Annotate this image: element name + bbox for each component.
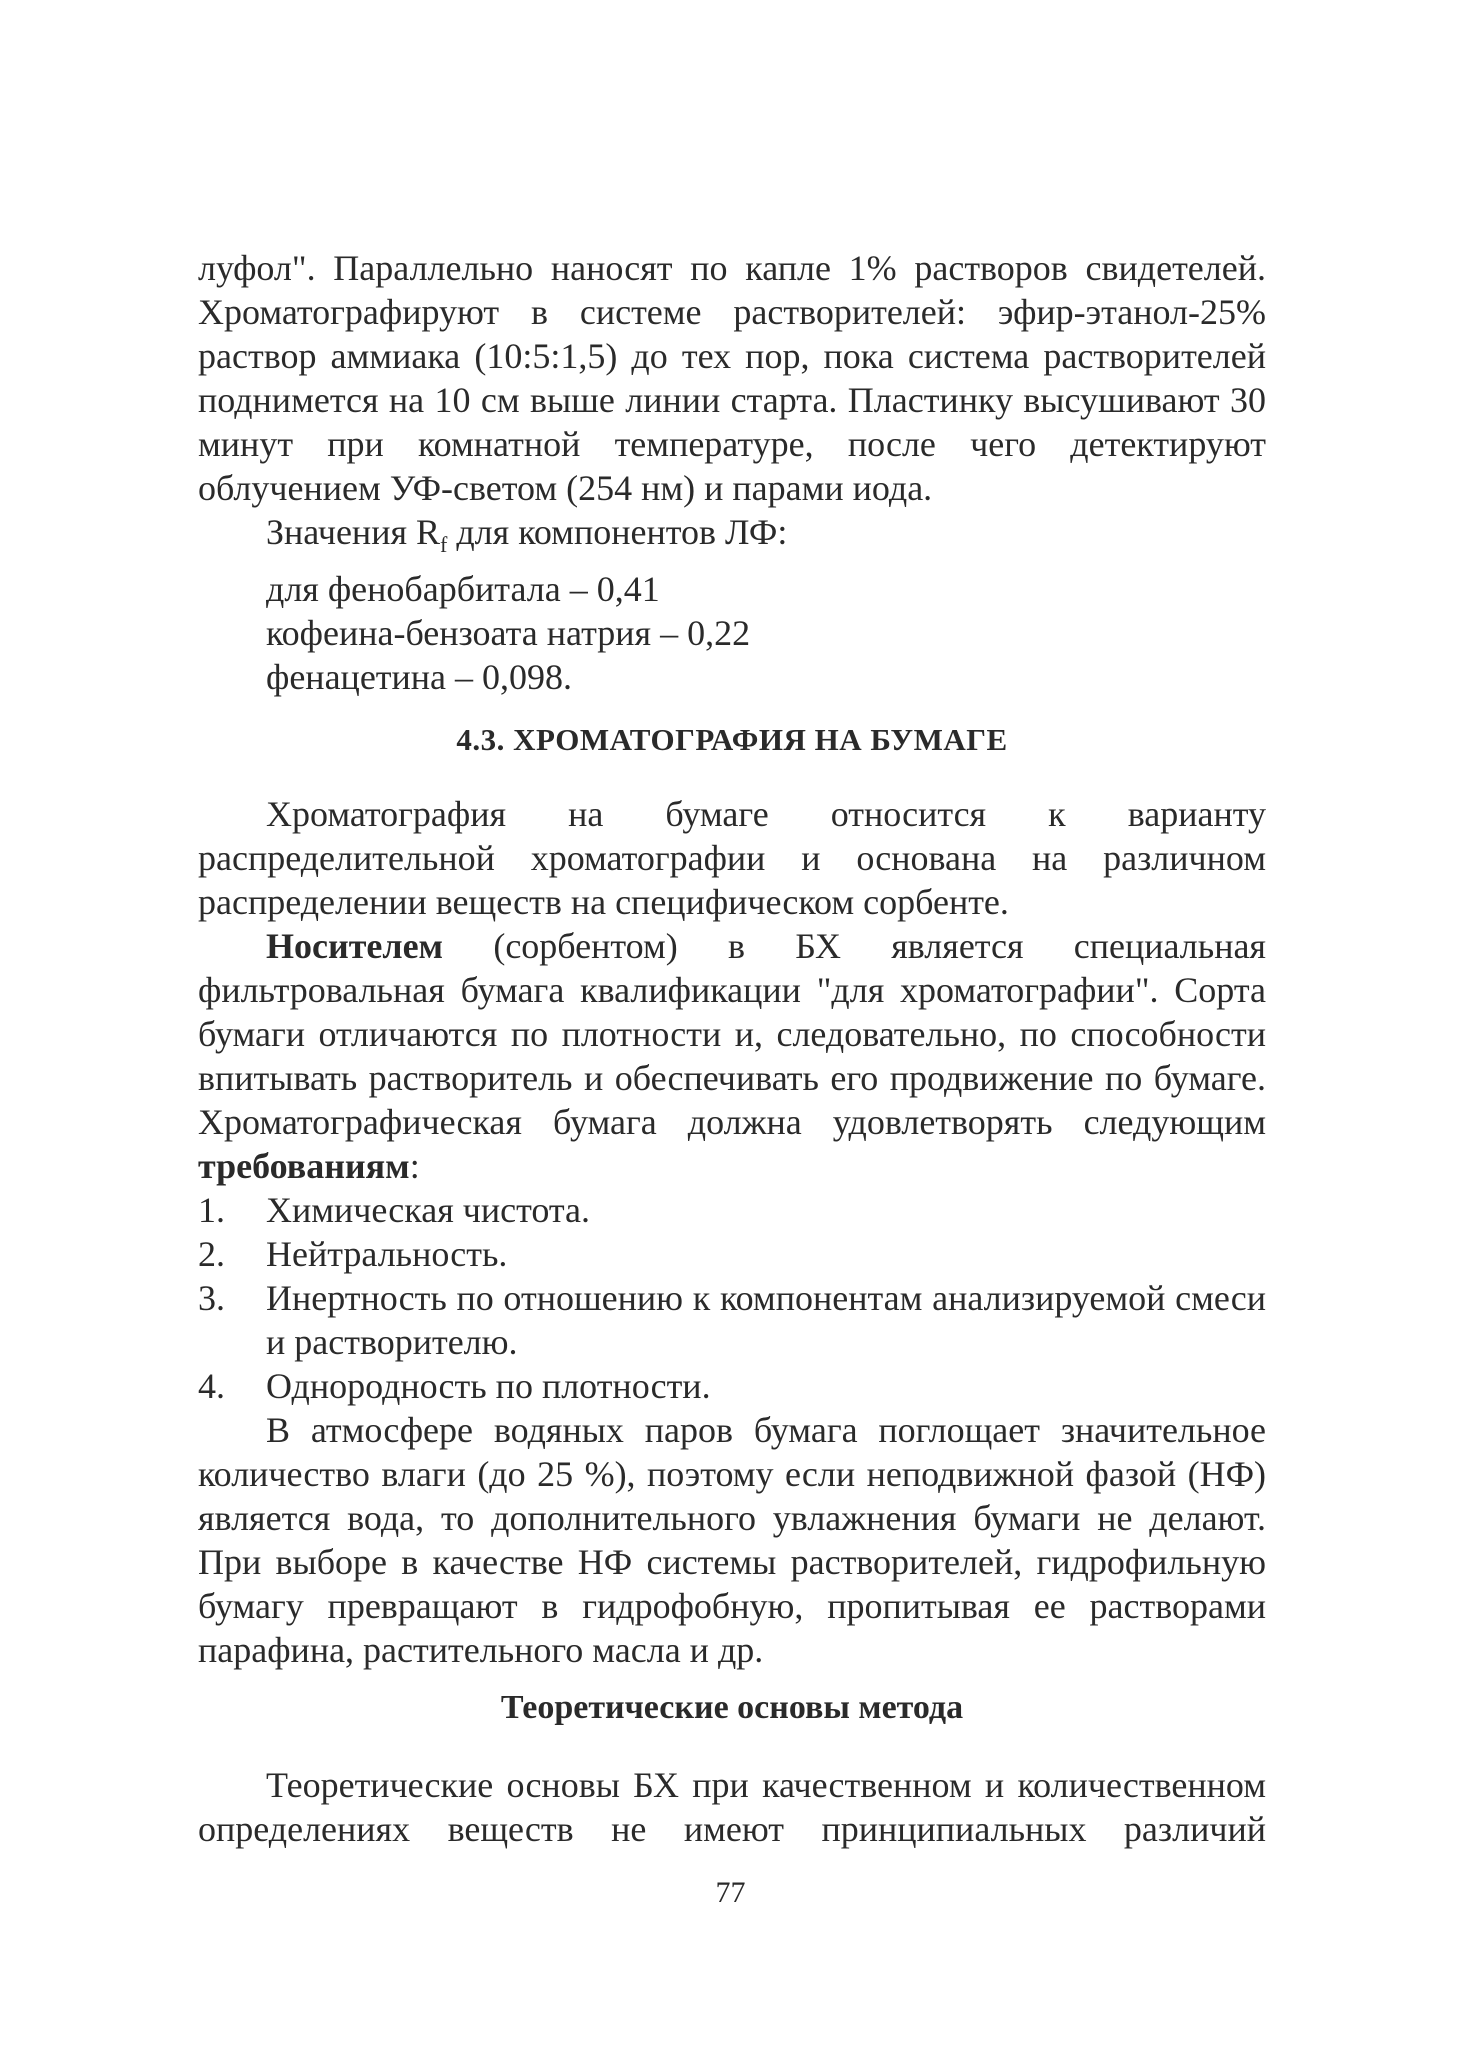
rf-item-caffeine: кофеина-бензоата натрия – 0,22 bbox=[266, 613, 751, 654]
section-heading-block bbox=[198, 718, 1266, 762]
list-item-text: Однородность по плотности. bbox=[266, 1366, 711, 1406]
section-paragraph-2 bbox=[198, 924, 1266, 1188]
subsection-paragraph-1: Теоретические основы БХ при качественном и количественном определениях веществ не имеют принципиальных различий bbox=[198, 1765, 1266, 1849]
list-item-number: 1. bbox=[198, 1190, 225, 1230]
list-item bbox=[198, 1188, 1266, 1232]
rf-intro-prefix: Значения R bbox=[266, 512, 441, 552]
list-item-text: Инертность по отношению к компонентам анализируемой смеси и растворителю. bbox=[266, 1278, 1266, 1362]
requirements-list bbox=[198, 1188, 1266, 1408]
section-paragraph-3: В атмосфере водяных паров бумага поглощает значительное количество влаги (до 25 %), поэтому если неподвижной фазой (НФ) является вода, то дополнительного увлажнения бумаги не делают. При выборе в качестве НФ системы растворителей, гидрофильную бумагу превращают в гидрофобную, пропитывая ее растворами парафина, растительного масла и др. bbox=[198, 1410, 1266, 1670]
carrier-term: Носителем bbox=[266, 926, 444, 966]
section-body bbox=[198, 792, 1266, 1672]
list-item-text: Нейтральность. bbox=[266, 1234, 508, 1274]
carrier-text: (сорбентом) в БХ является специальная фильтровальная бумага квалификации "для хроматографии". Сорта бумаги отличаются по плотности и, следовательно, по способности впитывать растворитель и обеспечивать его продвижение по бумаге. Хроматографическая бумага должна удовлетворять следующим bbox=[198, 926, 1266, 1142]
rf-values-block bbox=[198, 510, 1266, 699]
list-item-number: 2. bbox=[198, 1234, 225, 1274]
subsection-heading-block bbox=[198, 1686, 1266, 1730]
subsection-body bbox=[198, 1763, 1266, 1851]
requirements-colon: : bbox=[409, 1146, 420, 1186]
page-number: 77 bbox=[715, 1876, 746, 1909]
list-item bbox=[198, 1364, 1266, 1408]
rf-intro-suffix: для компонентов ЛФ: bbox=[447, 512, 788, 552]
list-item-text: Химическая чистота. bbox=[266, 1190, 591, 1230]
list-item-number: 4. bbox=[198, 1366, 225, 1406]
rf-intro-subscript: f bbox=[440, 532, 448, 558]
rf-intro bbox=[198, 510, 1266, 567]
section-title: 4.3. ХРОМАТОГРАФИЯ НА БУМАГЕ bbox=[456, 722, 1008, 757]
list-item bbox=[198, 1232, 1266, 1276]
section-paragraph-1: Хроматография на бумаге относится к варианту распределительной хроматографии и основана на различном распределении веществ на специфическом сорбенте. bbox=[198, 794, 1266, 922]
continuation-block bbox=[198, 246, 1266, 510]
requirements-term: требованиям bbox=[198, 1146, 410, 1186]
continuation-paragraph: луфол". Параллельно наносят по капле 1% растворов свидетелей. Хроматографируют в системе растворителей: эфир-этанол-25% раствор аммиака (10:5:1,5) до тех пор, пока система растворителей поднимется на 10 см выше линии старта. Пластинку высушивают 30 минут при комнатной температуре, после чего детектируют облучением УФ-светом (254 нм) и парами иода. bbox=[198, 248, 1266, 508]
rf-item-phenacetin: фенацетина – 0,098. bbox=[266, 657, 573, 698]
list-item-number: 3. bbox=[198, 1278, 225, 1318]
rf-item-phenobarbital: для фенобарбитала – 0,41 bbox=[266, 569, 660, 610]
list-item bbox=[198, 1276, 1266, 1364]
subsection-title: Теоретические основы метода bbox=[500, 1689, 964, 1726]
